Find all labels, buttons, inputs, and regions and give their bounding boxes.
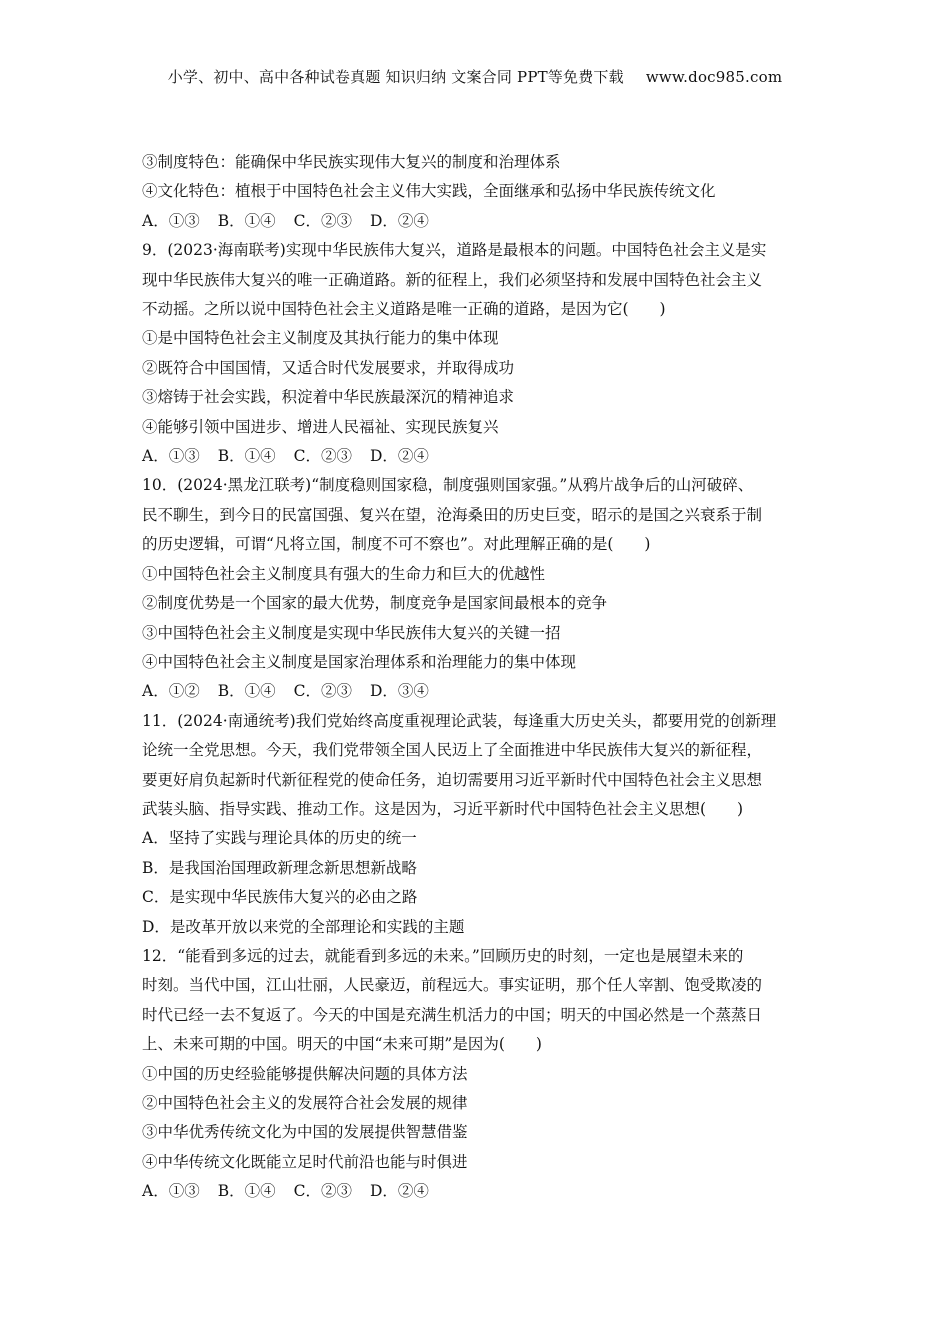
q9-stem-line: 9．(2023·海南联考)实现中华民族伟大复兴，道路是最根本的问题。中国特色社会主义是实 [142,241,767,260]
q10-item-4: ④中国特色社会主义制度是国家治理体系和治理能力的集中体现 [142,652,577,671]
q12-item-2: ②中国特色社会主义的发展符合社会发展的规律 [142,1094,468,1112]
q11-option-d: D．是改革开放以来党的全部理论和实践的主题 [142,917,465,936]
q8-option-b: B．①④ [217,211,276,230]
header-site-link[interactable]: www.doc985.com [645,68,783,86]
q12-options [142,1177,818,1206]
question-10 [142,471,818,706]
q10-option-d: D．③④ [369,682,429,701]
q8-option-c: C．②③ [293,211,352,230]
q11-option-b: B．是我国治国理政新理念新思想新战略 [142,858,417,877]
q10-options [142,677,818,706]
q11-stem-line: 11．(2024·南通统考)我们党始终高度重视理论武装，每逢重大历史关头，都要用党的创新理 [142,711,777,730]
q12-stem-line: 时代已经一去不复返了。今天的中国是充满生机活力的中国；明天的中国必然是一个蒸蒸日 [142,1005,763,1024]
q12-option-d: D．②④ [369,1182,429,1201]
q9-item-3: ③熔铸于社会实践，积淀着中华民族最深沉的精神追求 [142,388,515,407]
q12-item-4: ④中华传统文化既能立足时代前沿也能与时俱进 [142,1152,468,1171]
q12-item-3: ③中华优秀传统文化为中国的发展提供智慧借鉴 [142,1123,468,1142]
q10-item-2: ②制度优势是一个国家的最大优势，制度竞争是国家间最根本的竞争 [142,594,608,613]
q12-stem-line: 12．“能看到多远的过去，就能看到多远的未来。”回顾历史的时刻，一定也是展望未来的 [142,946,744,965]
q9-stem-line: 现中华民族伟大复兴的唯一正确道路。新的征程上，我们必须坚持和发展中国特色社会主义 [142,270,763,289]
q9-option-c: C．②③ [293,447,352,466]
q9-item-1: ①是中国特色社会主义制度及其执行能力的集中体现 [142,329,499,348]
q11-stem-line: 武装头脑、指导实践、推动工作。这是因为，习近平新时代中国特色社会主义思想( ) [142,799,744,818]
q10-item-3: ③中国特色社会主义制度是实现中华民族伟大复兴的关键一招 [142,623,561,642]
q12-stem-line: 上、未来可期的中国。明天的中国“未来可期”是因为( ) [142,1035,542,1054]
q9-option-d: D．②④ [369,447,429,466]
question-11 [142,707,818,942]
q8-option-a: A．①③ [142,211,200,230]
q10-option-b: B．①④ [217,682,276,701]
question-8-tail [142,148,818,236]
document-body [142,148,818,1207]
q10-option-a: A．①② [142,682,200,701]
q10-stem-line: 的历史逻辑，可谓“凡将立国，制度不可不察也”。对此理解正确的是( ) [142,535,651,554]
q10-stem-line: 民不聊生，到今日的民富国强、复兴在望，沧海桑田的历史巨变，昭示的是国之兴衰系于制 [142,505,763,524]
q12-option-a: A．①③ [142,1182,200,1201]
q12-option-c: C．②③ [293,1182,352,1201]
q11-option-c: C．是实现中华民族伟大复兴的必由之路 [142,888,418,907]
page-header [0,66,950,87]
q9-item-4: ④能够引领中国进步、增进人民福祉、实现民族复兴 [142,417,499,436]
q11-option-a: A．坚持了实践与理论具体的历史的统一 [142,829,417,848]
q11-stem-line: 论统一全党思想。今天，我们党带领全国人民迈上了全面推进中华民族伟大复兴的新征程， [142,741,763,760]
q10-item-1: ①中国特色社会主义制度具有强大的生命力和巨大的优越性 [142,564,546,583]
q9-option-b: B．①④ [217,447,276,466]
q8-item-4: ④文化特色：植根于中国特色社会主义伟大实践，全面继承和弘扬中华民族传统文化 [142,182,716,201]
q12-item-1: ①中国的历史经验能够提供解决问题的具体方法 [142,1064,468,1083]
q12-option-b: B．①④ [217,1182,276,1201]
q10-option-c: C．②③ [293,682,352,701]
q9-option-a: A．①③ [142,447,200,466]
q8-options [142,207,818,236]
q9-options [142,442,818,471]
question-12 [142,942,818,1207]
q9-item-2: ②既符合中国国情，又适合时代发展要求，并取得成功 [142,358,515,377]
q10-stem-line: 10．(2024·黑龙江联考)“制度稳则国家稳，制度强则国家强。”从鸦片战争后的山河破碎、 [142,476,754,495]
q9-stem-line: 不动摇。之所以说中国特色社会主义道路是唯一正确的道路，是因为它( ) [142,300,666,319]
q11-stem-line: 要更好肩负起新时代新征程党的使命任务，迫切需要用习近平新时代中国特色社会主义思想 [142,770,763,789]
header-tagline: 小学、初中、高中各种试卷真题 知识归纳 文案合同 PPT等免费下载 [167,68,624,86]
q12-stem-line: 时刻。当代中国，江山壮丽，人民豪迈，前程远大。事实证明，那个任人宰割、饱受欺凌的 [142,976,763,995]
question-9 [142,236,818,471]
q8-item-3: ③制度特色：能确保中华民族实现伟大复兴的制度和治理体系 [142,153,561,171]
q8-option-d: D．②④ [369,211,429,230]
